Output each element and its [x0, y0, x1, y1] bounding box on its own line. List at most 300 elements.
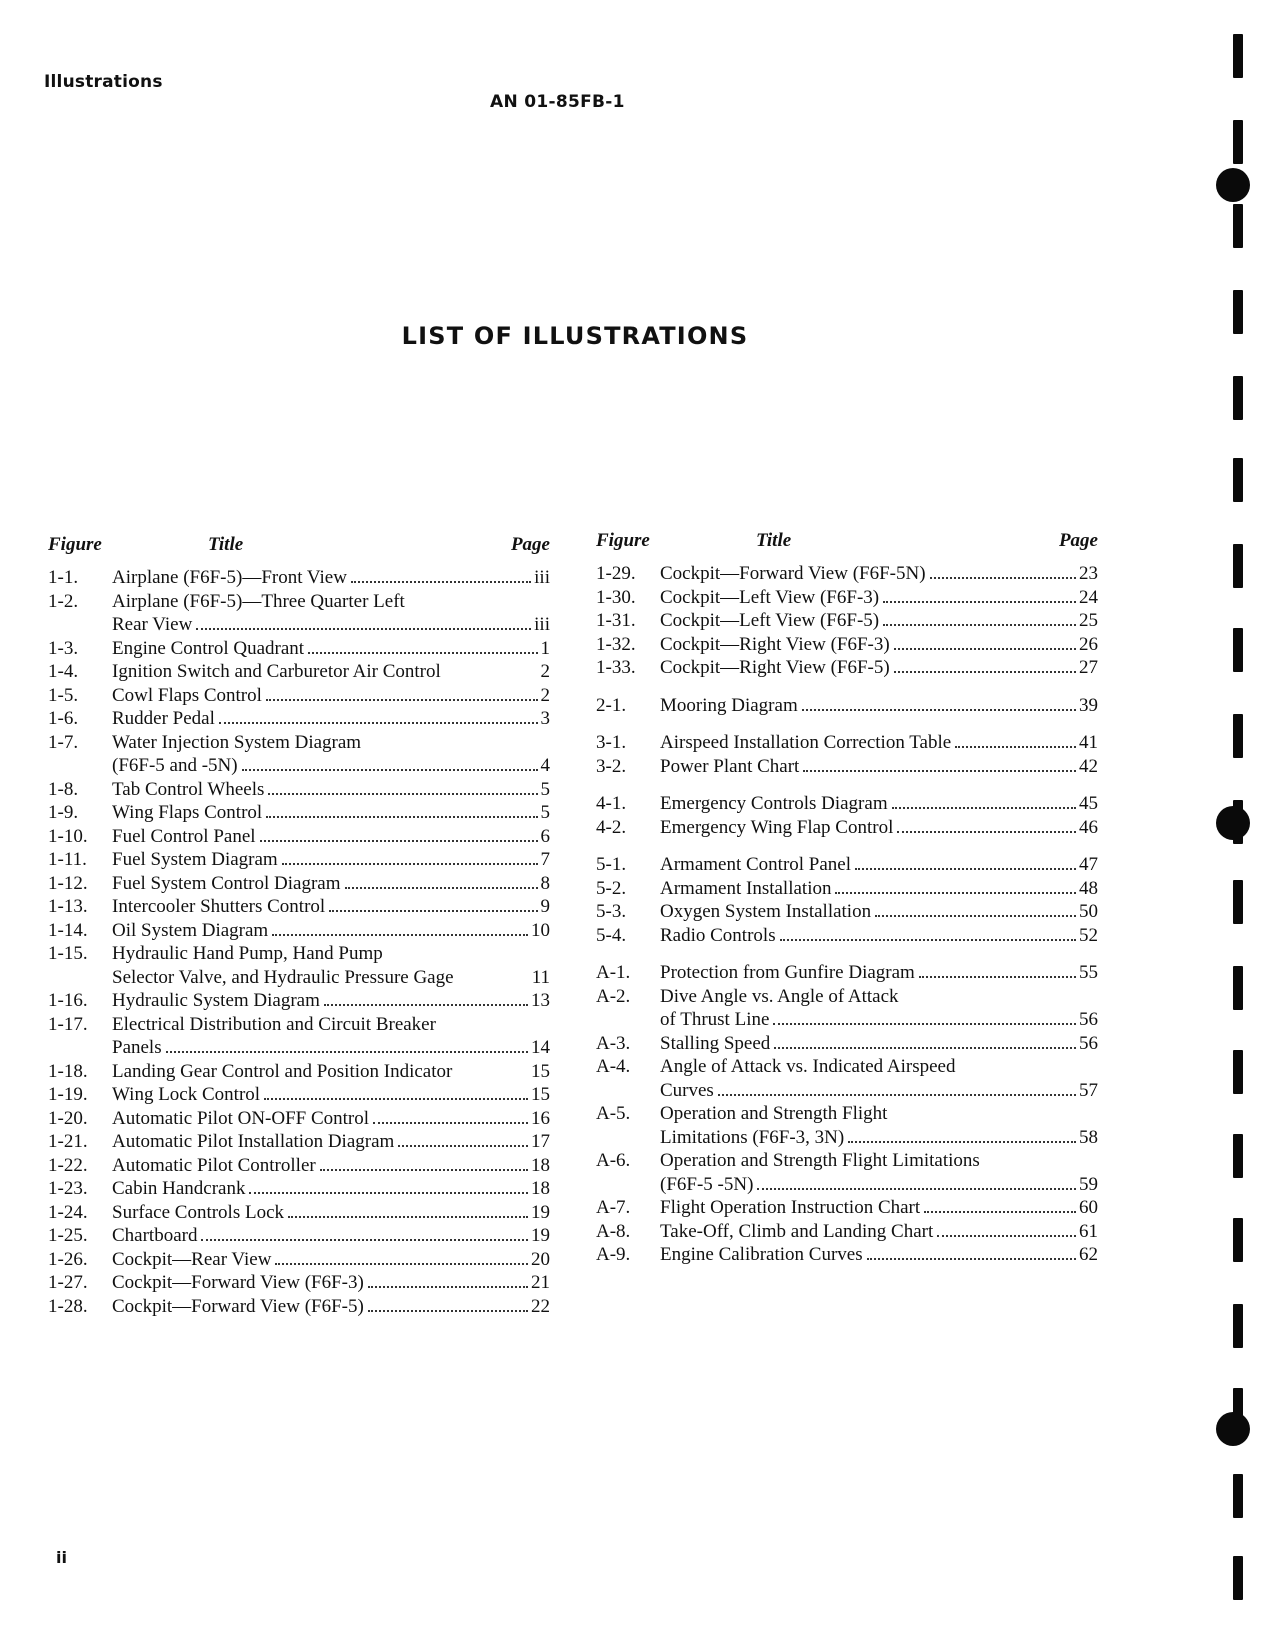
binding-mark — [1233, 714, 1243, 758]
illustrations-column-right — [596, 530, 1098, 1267]
dot-leader — [368, 1286, 528, 1288]
list-item — [596, 562, 1098, 586]
figure-number: 4-1. — [596, 793, 627, 814]
figure-title: Fuel Control Panel — [112, 825, 256, 847]
figure-number: 1-14. — [48, 919, 88, 941]
figure-title: Electrical Distribution and Circuit Breaker — [112, 1013, 436, 1035]
page-reference: 18 — [531, 1178, 550, 1199]
list-item — [596, 877, 1098, 901]
figure-number: 1-11. — [48, 849, 87, 870]
page-column-header: Page — [1058, 530, 1098, 551]
figure-number: 1-9. — [48, 802, 79, 823]
figure-number: 1-16. — [48, 990, 88, 1011]
figure-number: 1-2. — [48, 590, 79, 612]
figure-number: A-8. — [596, 1220, 631, 1242]
list-item — [596, 609, 1098, 633]
dot-leader — [835, 892, 1076, 894]
page-reference: iii — [534, 614, 550, 635]
figure-title: Cockpit—Left View (F6F-3) — [660, 586, 880, 608]
figure-title: Cockpit—Right View (F6F-3) — [660, 633, 890, 655]
dot-leader — [282, 863, 538, 865]
list-item — [48, 848, 550, 872]
figure-title: Cockpit—Forward View (F6F-5) — [112, 1295, 364, 1317]
figure-number: 1-24. — [48, 1201, 88, 1223]
binding-mark — [1233, 34, 1243, 78]
punch-hole — [1216, 168, 1250, 202]
figure-number: 1-28. — [48, 1295, 88, 1317]
page-reference: 13 — [531, 990, 550, 1011]
page-reference: 7 — [540, 849, 550, 870]
section-tag: Illustrations — [44, 72, 163, 92]
figure-number: 1-33. — [596, 657, 636, 678]
list-item — [48, 590, 550, 614]
binding-margin-marks — [1230, 0, 1250, 1644]
dot-leader — [288, 1216, 528, 1218]
page-reference: 21 — [531, 1272, 550, 1293]
figure-title: Limitations (F6F-3, 3N) — [660, 1126, 845, 1148]
figure-title: Armament Installation — [660, 877, 832, 899]
dot-leader — [919, 976, 1076, 978]
figure-title: Airplane (F6F-5)—Front View — [112, 567, 347, 588]
dot-leader — [351, 581, 531, 583]
list-item — [48, 1177, 550, 1201]
figure-title: Intercooler Shutters Control — [112, 896, 326, 917]
list-item — [48, 1013, 550, 1037]
list-item — [596, 961, 1098, 985]
figure-number: 1-15. — [48, 943, 88, 964]
figure-number: 1-29. — [596, 563, 636, 584]
page-reference: 19 — [531, 1201, 550, 1223]
list-item — [48, 1154, 550, 1178]
figure-column-header: Figure — [596, 530, 650, 551]
dot-leader — [855, 868, 1076, 870]
binding-mark — [1233, 800, 1243, 844]
page-reference: 22 — [531, 1295, 550, 1317]
binding-mark — [1233, 204, 1243, 248]
figure-number: 5-1. — [596, 854, 627, 875]
binding-mark — [1233, 1218, 1243, 1262]
list-item — [596, 633, 1098, 657]
page-reference: 26 — [1079, 633, 1098, 655]
page-reference: 60 — [1079, 1197, 1098, 1218]
binding-mark — [1233, 1050, 1243, 1094]
list-item — [596, 1196, 1098, 1220]
figure-title: Panels — [112, 1037, 162, 1058]
illustrations-column-left — [48, 534, 550, 1318]
list-item — [48, 1083, 550, 1107]
dot-leader — [266, 816, 537, 818]
list-item — [48, 1295, 550, 1319]
dot-leader — [272, 934, 528, 936]
dot-leader — [780, 939, 1076, 941]
figure-number: 1-13. — [48, 896, 88, 917]
title-column-header: Title — [208, 534, 244, 555]
dot-leader — [773, 1023, 1076, 1025]
figure-title: Oxygen System Installation — [660, 901, 872, 922]
dot-leader — [930, 577, 1076, 579]
list-item — [48, 660, 550, 684]
dot-leader — [894, 648, 1076, 650]
list-item — [48, 966, 550, 990]
figure-title: Power Plant Chart — [660, 755, 800, 777]
figure-number: 1-5. — [48, 684, 79, 706]
dot-leader — [774, 1047, 1076, 1049]
illustration-list-right — [596, 562, 1098, 1267]
figure-title: Emergency Wing Flap Control — [660, 816, 894, 838]
binding-mark — [1233, 376, 1243, 420]
page-reference: 10 — [531, 919, 550, 941]
figure-number: 1-27. — [48, 1272, 88, 1293]
list-item — [48, 989, 550, 1013]
page-reference: 9 — [540, 896, 550, 917]
list-item — [48, 1060, 550, 1084]
dot-leader — [894, 671, 1076, 673]
list-item — [596, 1102, 1098, 1126]
figure-number: A-1. — [596, 962, 631, 983]
list-item — [596, 1149, 1098, 1173]
page-reference: 42 — [1079, 755, 1098, 777]
figure-title: Chartboard — [112, 1225, 198, 1246]
list-item — [48, 778, 550, 802]
binding-mark — [1233, 966, 1243, 1010]
figure-number: 2-1. — [596, 694, 627, 716]
figure-title: Automatic Pilot ON-OFF Control — [112, 1107, 370, 1129]
figure-number: A-5. — [596, 1103, 631, 1124]
list-item — [48, 707, 550, 731]
list-item — [48, 613, 550, 637]
figure-number: 4-2. — [596, 816, 627, 838]
dot-leader — [757, 1188, 1076, 1190]
page-reference: 61 — [1079, 1220, 1098, 1242]
list-item — [596, 924, 1098, 948]
figure-number: 1-8. — [48, 778, 79, 800]
dot-leader — [718, 1094, 1076, 1096]
page-reference: iii — [534, 567, 550, 588]
list-item — [48, 1201, 550, 1225]
page-reference: 23 — [1079, 563, 1098, 584]
dot-leader — [260, 840, 538, 842]
figure-number: 5-2. — [596, 877, 627, 899]
binding-mark — [1233, 1134, 1243, 1178]
figure-title: Fuel System Control Diagram — [112, 872, 341, 894]
dot-leader — [219, 722, 538, 724]
document-number: AN 01-85FB-1 — [490, 92, 625, 112]
figure-title: Landing Gear Control and Position Indicator — [112, 1060, 453, 1082]
figure-title: Flight Operation Instruction Chart — [660, 1197, 921, 1218]
dot-leader — [373, 1122, 528, 1124]
page-title: LIST OF ILLUSTRATIONS — [401, 322, 749, 350]
dot-leader — [955, 746, 1076, 748]
figure-number: 1-22. — [48, 1154, 88, 1176]
binding-mark — [1233, 1556, 1243, 1600]
figure-title: Engine Calibration Curves — [660, 1244, 863, 1265]
dot-leader — [266, 699, 538, 701]
figure-title: Tab Control Wheels — [112, 778, 265, 800]
figure-title: Cockpit—Forward View (F6F-3) — [112, 1272, 364, 1293]
list-item — [596, 694, 1098, 718]
list-item — [596, 656, 1098, 680]
column-header — [596, 530, 1098, 560]
dot-leader — [249, 1192, 528, 1194]
figure-title: Engine Control Quadrant — [112, 637, 305, 659]
list-item — [596, 755, 1098, 779]
figure-title: Mooring Diagram — [660, 694, 798, 716]
figure-title: Wing Lock Control — [112, 1084, 261, 1105]
list-item — [48, 1248, 550, 1272]
dot-leader — [802, 709, 1076, 711]
figure-number: 1-3. — [48, 637, 79, 659]
binding-mark — [1233, 290, 1243, 334]
figure-number: 3-2. — [596, 755, 627, 777]
figure-title: Dive Angle vs. Angle of Attack — [660, 985, 899, 1007]
figure-number: A-4. — [596, 1056, 631, 1077]
dot-leader — [166, 1051, 528, 1053]
dot-leader — [937, 1235, 1076, 1237]
figure-number: 1-30. — [596, 586, 636, 608]
dot-leader — [264, 1098, 528, 1100]
page-reference: 57 — [1079, 1079, 1098, 1101]
figure-number: 1-23. — [48, 1178, 88, 1199]
page-reference: 50 — [1079, 901, 1098, 922]
figure-title: Oil System Diagram — [112, 919, 269, 941]
list-item — [48, 801, 550, 825]
figure-title: Rudder Pedal — [112, 708, 215, 729]
list-item — [596, 1055, 1098, 1079]
figure-title: Surface Controls Lock — [112, 1201, 285, 1223]
page-reference: 11 — [531, 966, 550, 988]
list-item — [596, 1220, 1098, 1244]
list-item — [596, 1032, 1098, 1056]
figure-title: Armament Control Panel — [660, 854, 852, 875]
dot-leader — [848, 1141, 1076, 1143]
figure-title: Fuel System Diagram — [112, 849, 278, 870]
figure-number: 5-4. — [596, 924, 627, 946]
binding-mark — [1233, 458, 1243, 502]
page-reference: 55 — [1079, 962, 1098, 983]
figure-title: Hydraulic Hand Pump, Hand Pump — [112, 943, 383, 964]
figure-title: Automatic Pilot Controller — [112, 1154, 316, 1176]
list-item — [596, 731, 1098, 755]
page-reference: 45 — [1079, 793, 1098, 814]
dot-leader — [196, 628, 531, 630]
page-reference: 25 — [1079, 610, 1098, 631]
figure-title: Cockpit—Left View (F6F-5) — [660, 610, 880, 631]
page-reference: 19 — [531, 1225, 550, 1246]
page-reference: 58 — [1079, 1126, 1098, 1148]
binding-mark — [1233, 544, 1243, 588]
figure-number: A-9. — [596, 1244, 631, 1265]
page-reference: 18 — [531, 1154, 550, 1176]
figure-title: Protection from Gunfire Diagram — [660, 962, 915, 983]
page-reference: 2 — [540, 684, 550, 706]
dot-leader — [268, 793, 537, 795]
page-reference: 24 — [1079, 586, 1098, 608]
figure-number: 1-21. — [48, 1131, 88, 1152]
list-item — [596, 1243, 1098, 1267]
list-item — [48, 919, 550, 943]
title-column-header: Title — [756, 530, 792, 551]
page-reference: 20 — [531, 1248, 550, 1270]
page-reference: 62 — [1079, 1244, 1098, 1265]
figure-title: Cockpit—Rear View — [112, 1248, 272, 1270]
column-header — [48, 534, 550, 564]
list-item — [48, 754, 550, 778]
figure-number: 1-4. — [48, 661, 79, 682]
figure-title: Wing Flaps Control — [112, 802, 263, 823]
dot-leader — [398, 1145, 528, 1147]
figure-title: Operation and Strength Flight — [660, 1103, 888, 1124]
binding-mark — [1233, 628, 1243, 672]
dot-leader — [875, 915, 1076, 917]
figure-title: Automatic Pilot Installation Diagram — [112, 1131, 395, 1152]
dot-leader — [329, 910, 537, 912]
dot-leader — [324, 1004, 528, 1006]
list-item — [596, 1079, 1098, 1103]
page-reference: 3 — [540, 708, 550, 729]
page-column-header: Page — [510, 534, 550, 555]
list-item — [48, 566, 550, 590]
page-reference: 4 — [540, 755, 550, 776]
figure-title: Selector Valve, and Hydraulic Pressure Gage — [112, 966, 454, 988]
page-reference: 5 — [540, 778, 550, 800]
page-reference: 41 — [1079, 732, 1098, 753]
list-item — [48, 637, 550, 661]
list-item — [596, 900, 1098, 924]
figure-title: Cockpit—Right View (F6F-5) — [660, 657, 890, 678]
page-number: ii — [56, 1548, 67, 1567]
list-item — [596, 1008, 1098, 1032]
figure-number: A-2. — [596, 985, 631, 1007]
figure-title: Radio Controls — [660, 924, 776, 946]
list-item — [48, 872, 550, 896]
figure-number: 3-1. — [596, 732, 627, 753]
binding-mark — [1233, 880, 1243, 924]
page-reference: 56 — [1079, 1032, 1098, 1054]
dot-leader — [883, 601, 1076, 603]
page-reference: 15 — [531, 1060, 550, 1082]
illustration-list-left — [48, 566, 550, 1318]
list-item — [48, 731, 550, 755]
figure-title: Ignition Switch and Carburetor Air Control — [112, 661, 441, 682]
binding-mark — [1233, 1474, 1243, 1518]
list-item — [596, 985, 1098, 1009]
figure-title: Airspeed Installation Correction Table — [660, 732, 952, 753]
figure-number: 1-31. — [596, 610, 636, 631]
figure-title: Curves — [660, 1079, 714, 1101]
page-reference: 27 — [1079, 657, 1098, 678]
figure-number: 1-18. — [48, 1060, 88, 1082]
figure-title: Hydraulic System Diagram — [112, 990, 320, 1011]
figure-title: Cowl Flaps Control — [112, 684, 262, 706]
figure-title: Angle of Attack vs. Indicated Airspeed — [660, 1056, 956, 1077]
dot-leader — [924, 1211, 1076, 1213]
page-reference: 46 — [1079, 816, 1098, 838]
punch-hole — [1216, 1412, 1250, 1446]
list-item — [48, 684, 550, 708]
figure-title: (F6F-5 -5N) — [660, 1173, 754, 1195]
figure-number: A-6. — [596, 1150, 631, 1171]
page-reference: 48 — [1079, 877, 1098, 899]
figure-title: Operation and Strength Flight Limitations — [660, 1150, 980, 1171]
binding-mark — [1233, 1304, 1243, 1348]
figure-number: 1-10. — [48, 825, 88, 847]
page-reference: 39 — [1079, 694, 1098, 716]
page-reference: 1 — [540, 637, 550, 659]
list-item — [596, 853, 1098, 877]
figure-number: 1-20. — [48, 1107, 88, 1129]
dot-leader — [275, 1263, 528, 1265]
figure-number: 1-19. — [48, 1084, 88, 1105]
list-item — [596, 792, 1098, 816]
figure-number: 1-26. — [48, 1248, 88, 1270]
list-item — [596, 1126, 1098, 1150]
list-item — [596, 586, 1098, 610]
page-reference: 8 — [540, 872, 550, 894]
figure-number: 1-12. — [48, 872, 88, 894]
page-reference: 52 — [1079, 924, 1098, 946]
list-item — [48, 1271, 550, 1295]
figure-number: A-3. — [596, 1032, 631, 1054]
page-reference: 5 — [540, 802, 550, 823]
figure-number: 1-7. — [48, 731, 79, 753]
figure-column-header: Figure — [48, 534, 102, 555]
dot-leader — [201, 1239, 528, 1241]
figure-number: 1-32. — [596, 633, 636, 655]
figure-number: 1-25. — [48, 1225, 88, 1246]
figure-title: Rear View — [112, 614, 193, 635]
list-item — [48, 1130, 550, 1154]
dot-leader — [803, 770, 1076, 772]
figure-title: Cockpit—Forward View (F6F-5N) — [660, 563, 926, 584]
figure-title: Emergency Controls Diagram — [660, 793, 888, 814]
figure-title: Airplane (F6F-5)—Three Quarter Left — [112, 590, 405, 612]
dot-leader — [892, 807, 1076, 809]
list-item — [48, 942, 550, 966]
dot-leader — [320, 1169, 528, 1171]
figure-title: Take-Off, Climb and Landing Chart — [660, 1220, 934, 1242]
page-reference: 16 — [531, 1107, 550, 1129]
figure-number: 1-1. — [48, 567, 79, 588]
list-item — [48, 825, 550, 849]
list-item — [596, 1173, 1098, 1197]
page-reference: 47 — [1079, 854, 1098, 875]
page-reference: 15 — [531, 1084, 550, 1105]
dot-leader — [242, 769, 538, 771]
figure-number: 1-17. — [48, 1013, 88, 1035]
dot-leader — [867, 1258, 1076, 1260]
figure-title: Water Injection System Diagram — [112, 731, 362, 753]
figure-number: 5-3. — [596, 901, 627, 922]
dot-leader — [345, 887, 538, 889]
page-reference: 14 — [531, 1037, 550, 1058]
dot-leader — [368, 1310, 528, 1312]
figure-number: 1-6. — [48, 708, 79, 729]
page-reference: 2 — [540, 661, 550, 682]
page-reference: 6 — [540, 825, 550, 847]
dot-leader — [897, 831, 1076, 833]
dot-leader — [883, 624, 1076, 626]
binding-mark — [1233, 120, 1243, 164]
list-item — [48, 1107, 550, 1131]
page-reference: 59 — [1079, 1173, 1098, 1195]
page-reference: 17 — [531, 1131, 550, 1152]
figure-title: of Thrust Line — [660, 1009, 770, 1030]
list-item — [596, 816, 1098, 840]
list-item — [48, 895, 550, 919]
dot-leader — [308, 652, 537, 654]
list-item — [48, 1036, 550, 1060]
list-item — [48, 1224, 550, 1248]
